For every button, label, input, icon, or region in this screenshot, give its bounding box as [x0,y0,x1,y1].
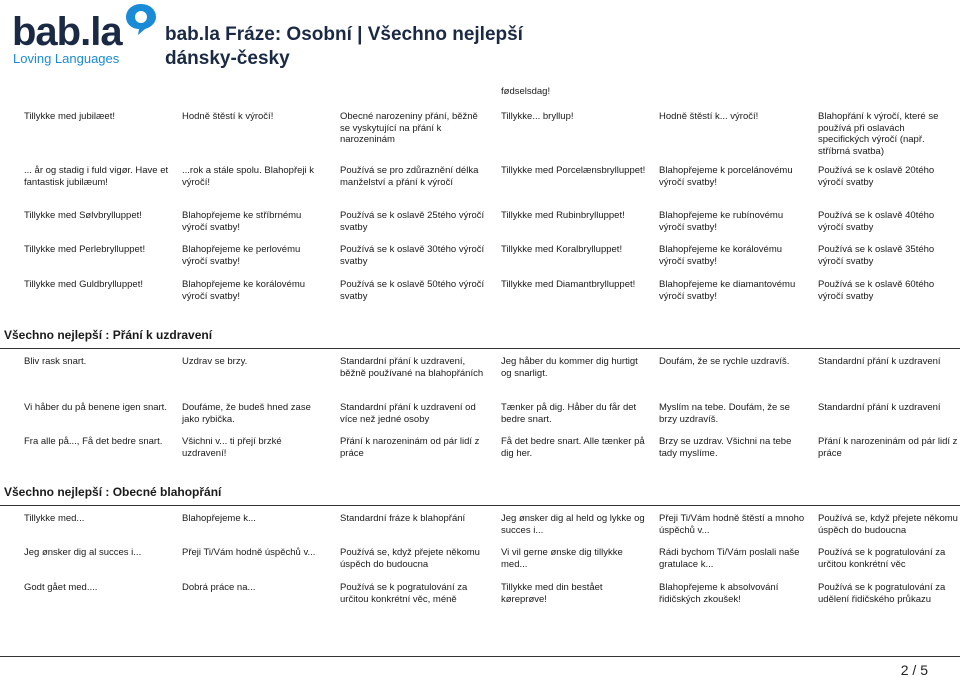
phrase-danish: Tillykke... bryllup! [501,111,574,122]
phrase-usage: Standardní přání k uzdravení [818,356,941,367]
phrase-usage: Používá se, když přejete někomu úspěch do budoucna [818,513,958,536]
continuation-text: fødselsdag! [501,86,551,97]
logo-text: bab.la [12,10,122,54]
phrase-danish: ... år og stadig i fuld vigør. Have et fantastisk jubilæum! [24,165,169,188]
phrase-usage: Přání k narozeninám od pár lidí z práce [818,436,958,459]
phrase-usage: Standardní přání k uzdravení od více než jedné osoby [340,402,476,425]
phrase-usage: Používá se, když přejete někomu úspěch do budoucna [340,547,480,570]
section-divider [0,505,960,506]
phrase-usage: Používá se k oslavě 50tého výročí svatby [340,279,485,302]
page-number: 2 / 5 [900,662,928,678]
phrase-danish: Få det bedre snart. Alle tænker på dig her. [501,436,645,459]
phrase-czech: Blahopřejeme ke korálovému výročí svatby! [182,279,306,302]
phrase-czech: Uzdrav se brzy. [182,356,248,367]
phrase-usage: Obecné narozeniny přání, běžně se vyskytující na přání k narozeninám [340,111,478,145]
phrase-usage: Používá se k pogratulování za určitou konkrétní věc [818,547,946,570]
phrase-usage: Standardní přání k uzdravení [818,402,941,413]
phrase-danish: Vi vil gerne ønske dig tillykke med... [501,547,623,570]
phrase-danish: Tillykke med Diamantbrylluppet! [501,279,636,290]
phrase-czech: Přeji Ti/Vám hodně úspěchů v... [182,547,316,558]
phrase-czech: Brzy se uzdrav. Všichni na tebe tady myslíme. [659,436,792,459]
phrase-usage: Používá se k pogratulování za udělení řidičského průkazu [818,582,946,605]
phrase-czech: Blahopřejeme k... [182,513,256,524]
logo-tagline: Loving Languages [13,51,120,66]
footer-divider [0,656,960,657]
phrase-usage: Používá se k oslavě 25tého výročí svatby [340,210,485,233]
phrase-czech: Blahopřejeme k porcelánovému výročí svatby! [659,165,793,188]
babla-logo[interactable] [12,2,152,72]
phrase-danish: Tillykke med Guldbrylluppet! [24,279,143,290]
phrase-danish: Tillykke med Koralbrylluppet! [501,244,623,255]
phrase-czech: Blahopřejeme ke korálovému výročí svatby! [659,244,783,267]
phrase-danish: Godt gået med.... [24,582,98,593]
phrase-usage: Přání k narozeninám od pár lidí z práce [340,436,480,459]
phrase-danish: Jeg håber du kommer dig hurtigt og snarligt. [501,356,638,379]
phrase-usage: Používá se pro zdůraznění délka manželství a přání k výročí [340,165,479,188]
phrase-czech: Doufáme, že budeš hned zase jako rybička. [182,402,311,425]
phrase-czech: Dobrá práce na... [182,582,256,593]
phrase-danish: Jeg ønsker dig al held og lykke og succes i... [501,513,645,536]
phrase-danish: Fra alle på..., Få det bedre snart. [24,436,163,447]
phrase-czech: Blahopřejeme ke stříbrnému výročí svatby! [182,210,302,233]
phrase-danish: Tillykke med Sølvbrylluppet! [24,210,142,221]
phrase-usage: Blahopřání k výročí, které se používá při oslavách specifických výročí (např. stříbrná svatba) [818,111,939,157]
speech-bubble-icon [124,2,158,36]
phrase-usage: Používá se k oslavě 40tého výročí svatby [818,210,935,233]
phrase-czech: Blahopřejeme ke diamantovému výročí svatby! [659,279,796,302]
phrase-czech: ...rok a stále spolu. Blahopřeji k výročí! [182,165,315,188]
phrase-czech: Blahopřejeme ke perlovému výročí svatby! [182,244,301,267]
phrase-czech: Myslím na tebe. Doufám, že se brzy uzdravíš. [659,402,790,425]
phrase-usage: Používá se k oslavě 60tého výročí svatby [818,279,935,302]
phrase-danish: Tillykke med Perlebrylluppet! [24,244,146,255]
phrase-danish: Tillykke med Porcelænsbrylluppet! [501,165,646,176]
phrase-danish: Tillykke med jubilæet! [24,111,115,122]
phrase-danish: Tillykke med Rubinbrylluppet! [501,210,625,221]
phrase-danish: Tillykke med... [24,513,85,524]
phrase-czech: Rádi bychom Ti/Vám poslali naše gratulace k... [659,547,800,570]
phrase-danish: Bliv rask snart. [24,356,87,367]
phrase-usage: Používá se k oslavě 30tého výročí svatby [340,244,485,267]
page-title: bab.la Fráze: Osobní | Všechno nejlepší dánsky-česky [165,24,523,69]
phrase-danish: Jeg ønsker dig al succes i... [24,547,142,558]
phrase-czech: Všichni v... ti přejí brzké uzdravení! [182,436,282,459]
phrase-czech: Hodně štěstí k výročí! [182,111,274,122]
phrase-czech: Blahopřejeme ke rubínovému výročí svatby! [659,210,784,233]
phrase-danish: Vi håber du på benene igen snart. [24,402,167,413]
phrase-danish: Tillykke med din bestået køreprøve! [501,582,603,605]
phrase-usage: Používá se k oslavě 20tého výročí svatby [818,165,935,188]
phrase-czech: Blahopřejeme k absolvování řidičských zkoušek! [659,582,779,605]
phrase-danish: Tænker på dig. Håber du får det bedre snart. [501,402,637,425]
phrase-czech: Hodně štěstí k... výročí! [659,111,759,122]
phrase-czech: Přeji Ti/Vám hodně štěstí a mnoho úspěchů v... [659,513,805,536]
phrase-usage: Používá se k oslavě 35tého výročí svatby [818,244,935,267]
phrase-usage: Standardní přání k uzdravení, běžně používané na blahopřáních [340,356,484,379]
section-divider [0,348,960,349]
page-header [0,0,960,80]
phrase-usage: Používá se k pogratulování za určitou konkrétní věc, méně [340,582,468,605]
phrase-usage: Standardní fráze k blahopřání [340,513,466,524]
phrase-czech: Doufám, že se rychle uzdravíš. [659,356,790,367]
